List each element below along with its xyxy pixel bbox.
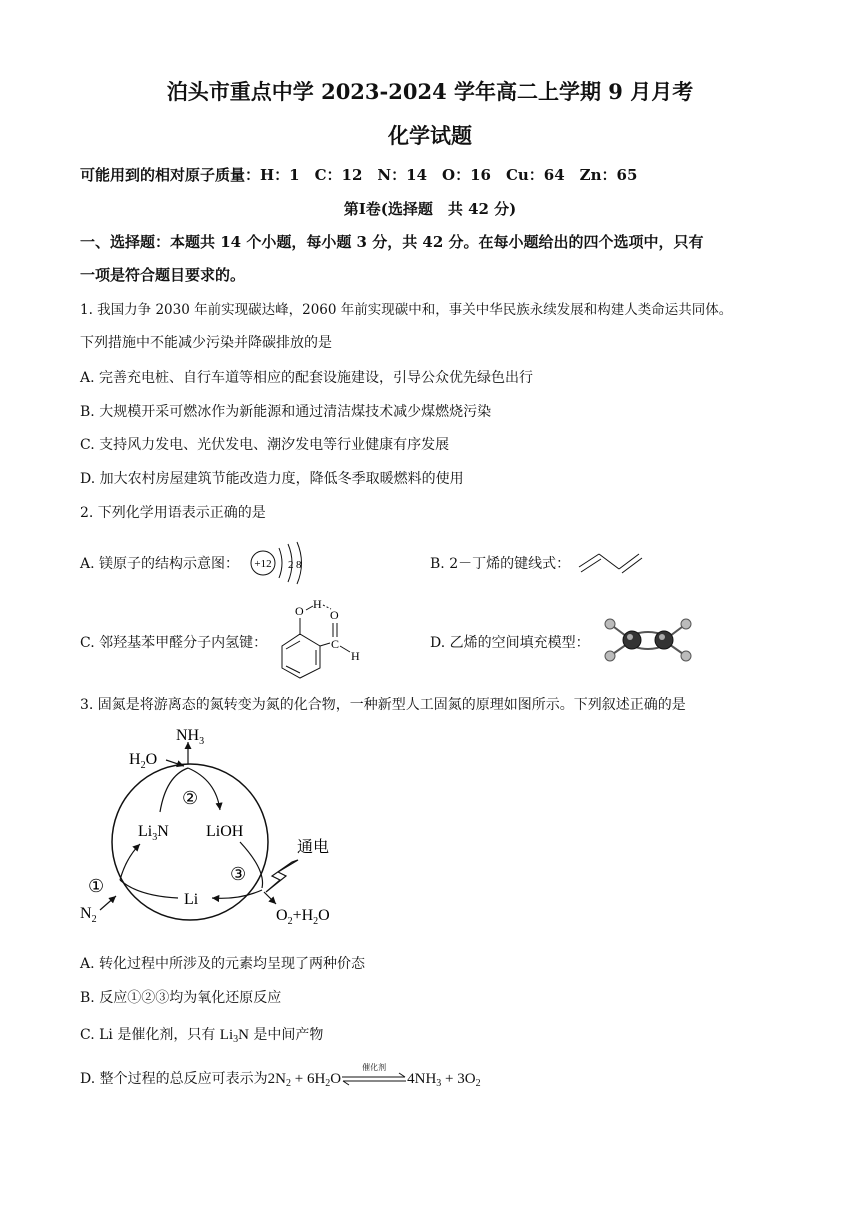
- li3n-formula: $Li_3N$: [219, 1027, 249, 1045]
- instructions-line-2: 一项是符合题目要求的。: [80, 266, 246, 284]
- overall-reaction-rhs: $4NH_3 + 3O_2$: [407, 1071, 481, 1089]
- section-title: 第Ⅰ卷(选择题 共 42 分): [343, 200, 517, 218]
- exam-title: 泊头市重点中学 2023-2024 学年高二上学期 9 月月考: [166, 79, 694, 104]
- overall-reaction-lhs: $2N_2 + 6H_2O$: [267, 1071, 342, 1089]
- q1-stem-line-1: 1. 我国力争 2030 年前实现碳达峰，2060 年前实现碳中和，事关中华民族永续发展和构建人类命运共同体。: [80, 302, 733, 318]
- 2-butene-skeletal-formula: [577, 545, 655, 579]
- hydroxyl-o: O: [295, 604, 304, 618]
- products-label: $O_2+H_2O$: [276, 907, 330, 927]
- q3-option-a: A. 转化过程中所涉及的元素均呈现了两种价态: [80, 956, 366, 972]
- reaction-2-marker: ②: [182, 788, 199, 809]
- mg-shell-1-count: 2: [288, 559, 294, 571]
- mg-nucleus-label: +12: [254, 558, 272, 570]
- q3-option-b: B. 反应①②③均为氧化还原反应: [80, 990, 282, 1006]
- q1-option-c: C. 支持风力发电、光伏发电、潮汐发电等行业健康有序发展: [80, 437, 450, 453]
- reaction-3-marker: ③: [230, 864, 247, 885]
- ethylene-space-filling-model: [600, 614, 696, 666]
- q3-option-c: C. Li 是催化剂，只有 $Li_3N$ 是中间产物: [80, 1027, 324, 1045]
- salicylaldehyde-structure: [276, 596, 368, 680]
- electrolysis-label: 通电: [297, 837, 330, 856]
- catalyst-label: 催化剂: [362, 1063, 387, 1072]
- q2-option-c: C. 邻羟基苯甲醛分子内氢键：: [80, 635, 268, 651]
- nitrogen-fixation-cycle-diagram: [80, 720, 370, 935]
- atomic-masses: 可能用到的相对原子质量：H：1 C：12 N：14 O：16 Cu：64 Zn：65: [80, 166, 638, 184]
- hydroxyl-h: H: [313, 597, 322, 611]
- q2-stem: 2. 下列化学用语表示正确的是: [80, 505, 266, 521]
- lightning-icon: [266, 860, 298, 892]
- n2-label: $N_2$: [80, 905, 97, 925]
- carbonyl-o: O: [330, 608, 339, 622]
- h2o-label: $H_2O$: [129, 751, 158, 771]
- mg-shell-2-count: 8: [296, 559, 302, 571]
- q1-option-a: A. 完善充电桩、自行车道等相应的配套设施建设，引导公众优先绿色出行: [80, 370, 534, 386]
- magnesium-atom-diagram: [248, 540, 318, 586]
- q3-stem: 3. 固氮是将游离态的氮转变为氮的化合物，一种新型人工固氮的原理如图所示。下列叙述正确的是: [80, 697, 686, 713]
- nh3-label: $NH_3$: [176, 727, 205, 747]
- q3-option-d: D. 整个过程的总反应可表示为$2N_2 + 6H_2O$ 催化剂 $4NH_3 + 3O_2$: [80, 1063, 481, 1089]
- aldehyde-h: H: [351, 649, 360, 663]
- q1-option-b: B. 大规模开采可燃冰作为新能源和通过清洁煤技术减少煤燃烧污染: [80, 404, 492, 420]
- exam-subject: 化学试题: [388, 123, 472, 148]
- li3n-label: $Li_3N$: [138, 823, 169, 843]
- instructions-line-1: 一、选择题：本题共 14 个小题，每小题 3 分，共 42 分。在每小题给出的四个选项中，只有: [80, 233, 704, 251]
- q2-option-b: B. 2－丁烯的键线式：: [430, 556, 571, 572]
- q2-option-d: D. 乙烯的空间填充模型：: [430, 635, 590, 651]
- carbonyl-c: C: [331, 637, 340, 651]
- lioh-label: LiOH: [206, 823, 244, 840]
- li-label: Li: [184, 891, 199, 908]
- reversible-arrow: [341, 1063, 407, 1088]
- reaction-1-marker: ①: [88, 876, 105, 897]
- q2-option-a: A. 镁原子的结构示意图：: [80, 556, 240, 572]
- q1-stem-line-2: 下列措施中不能减少污染并降碳排放的是: [80, 335, 332, 351]
- q1-option-d: D. 加大农村房屋建筑节能改造力度，降低冬季取暖燃料的使用: [80, 471, 464, 487]
